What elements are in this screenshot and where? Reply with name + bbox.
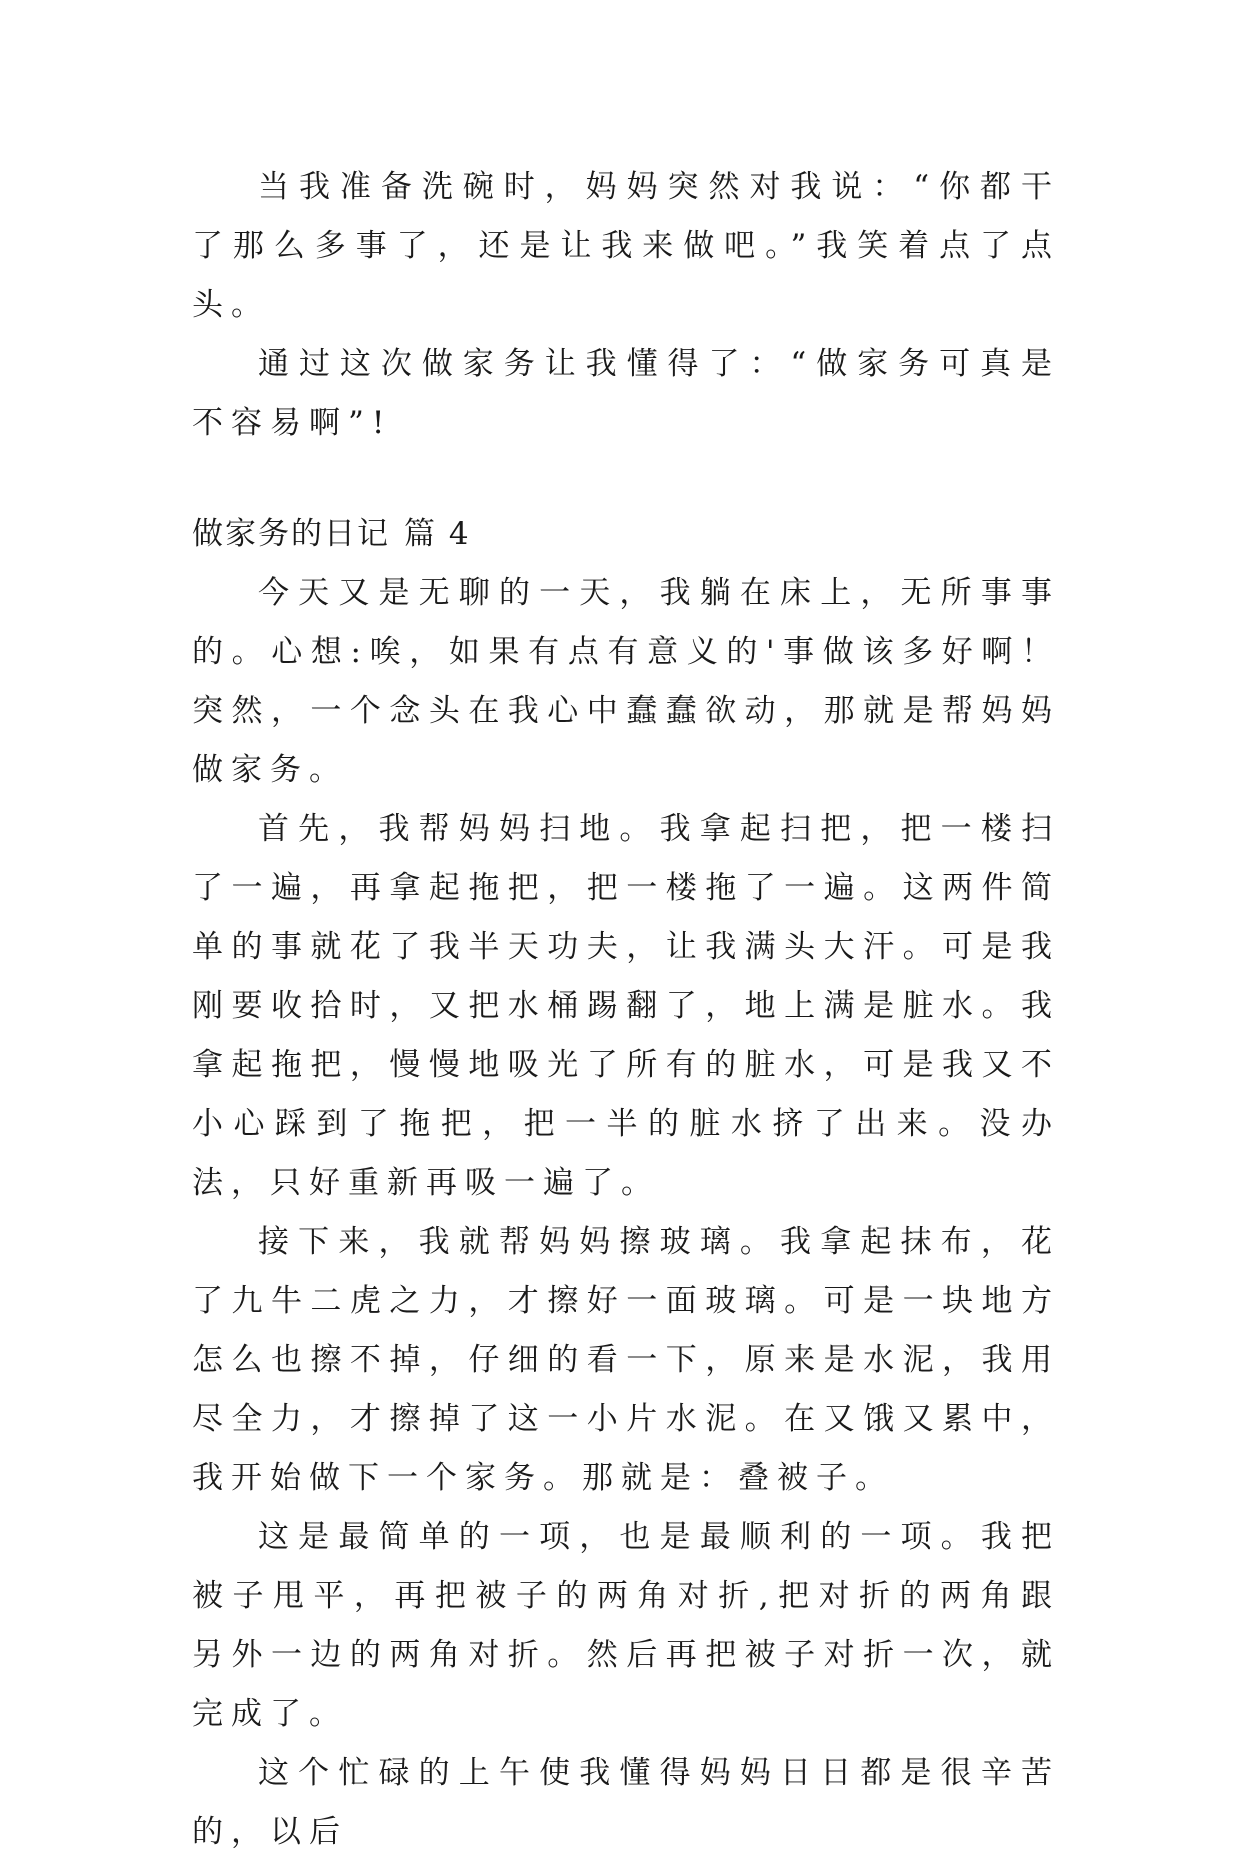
paragraph: 这个忙碌的上午使我懂得妈妈日日都是很辛苦的，以后 bbox=[192, 1755, 1060, 1850]
section-title: 做家务的日记 bbox=[192, 516, 390, 552]
paragraph: 当我准备洗碗时，妈妈突然对我说：“你都干了那么多事了，还是让我来做吧。”我笑着点了点头。 bbox=[192, 169, 1060, 323]
paragraph: 今天又是无聊的一天，我躺在床上，无所事事的。心想:唉，如果有点有意义的'事做该多好啊！突然，一个念头在我心中蠢蠢欲动，那就是帮妈妈做家务。 bbox=[192, 575, 1060, 788]
paragraph: 接下来，我就帮妈妈擦玻璃。我拿起抹布，花了九牛二虎之力，才擦好一面玻璃。可是一块地方怎么也擦不掉，仔细的看一下，原来是水泥，我用尽全力，才擦掉了这一小片水泥。在又饿又累中，我开始做下一个家务。那就是：叠被子。 bbox=[192, 1224, 1060, 1496]
document-page bbox=[192, 158, 1060, 1862]
section-number: 篇 4 bbox=[404, 516, 471, 552]
paragraph: 通过这次做家务让我懂得了：“做家务可真是不容易啊”! bbox=[192, 346, 1060, 441]
paragraph: 这是最简单的一项，也是最顺利的一项。我把被子甩平，再把被子的两角对折,把对折的两角跟另外一边的两角对折。然后再把被子对折一次，就完成了。 bbox=[192, 1519, 1060, 1732]
section-heading bbox=[192, 505, 1060, 564]
paragraph: 首先，我帮妈妈扫地。我拿起扫把，把一楼扫了一遍，再拿起拖把，把一楼拖了一遍。这两件简单的事就花了我半天功夫，让我满头大汗。可是我刚要收拾时，又把水桶踢翻了，地上满是脏水。我拿起拖把，慢慢地吸光了所有的脏水，可是我又不小心踩到了拖把，把一半的脏水挤了出来。没办法，只好重新再吸一遍了。 bbox=[192, 811, 1060, 1201]
